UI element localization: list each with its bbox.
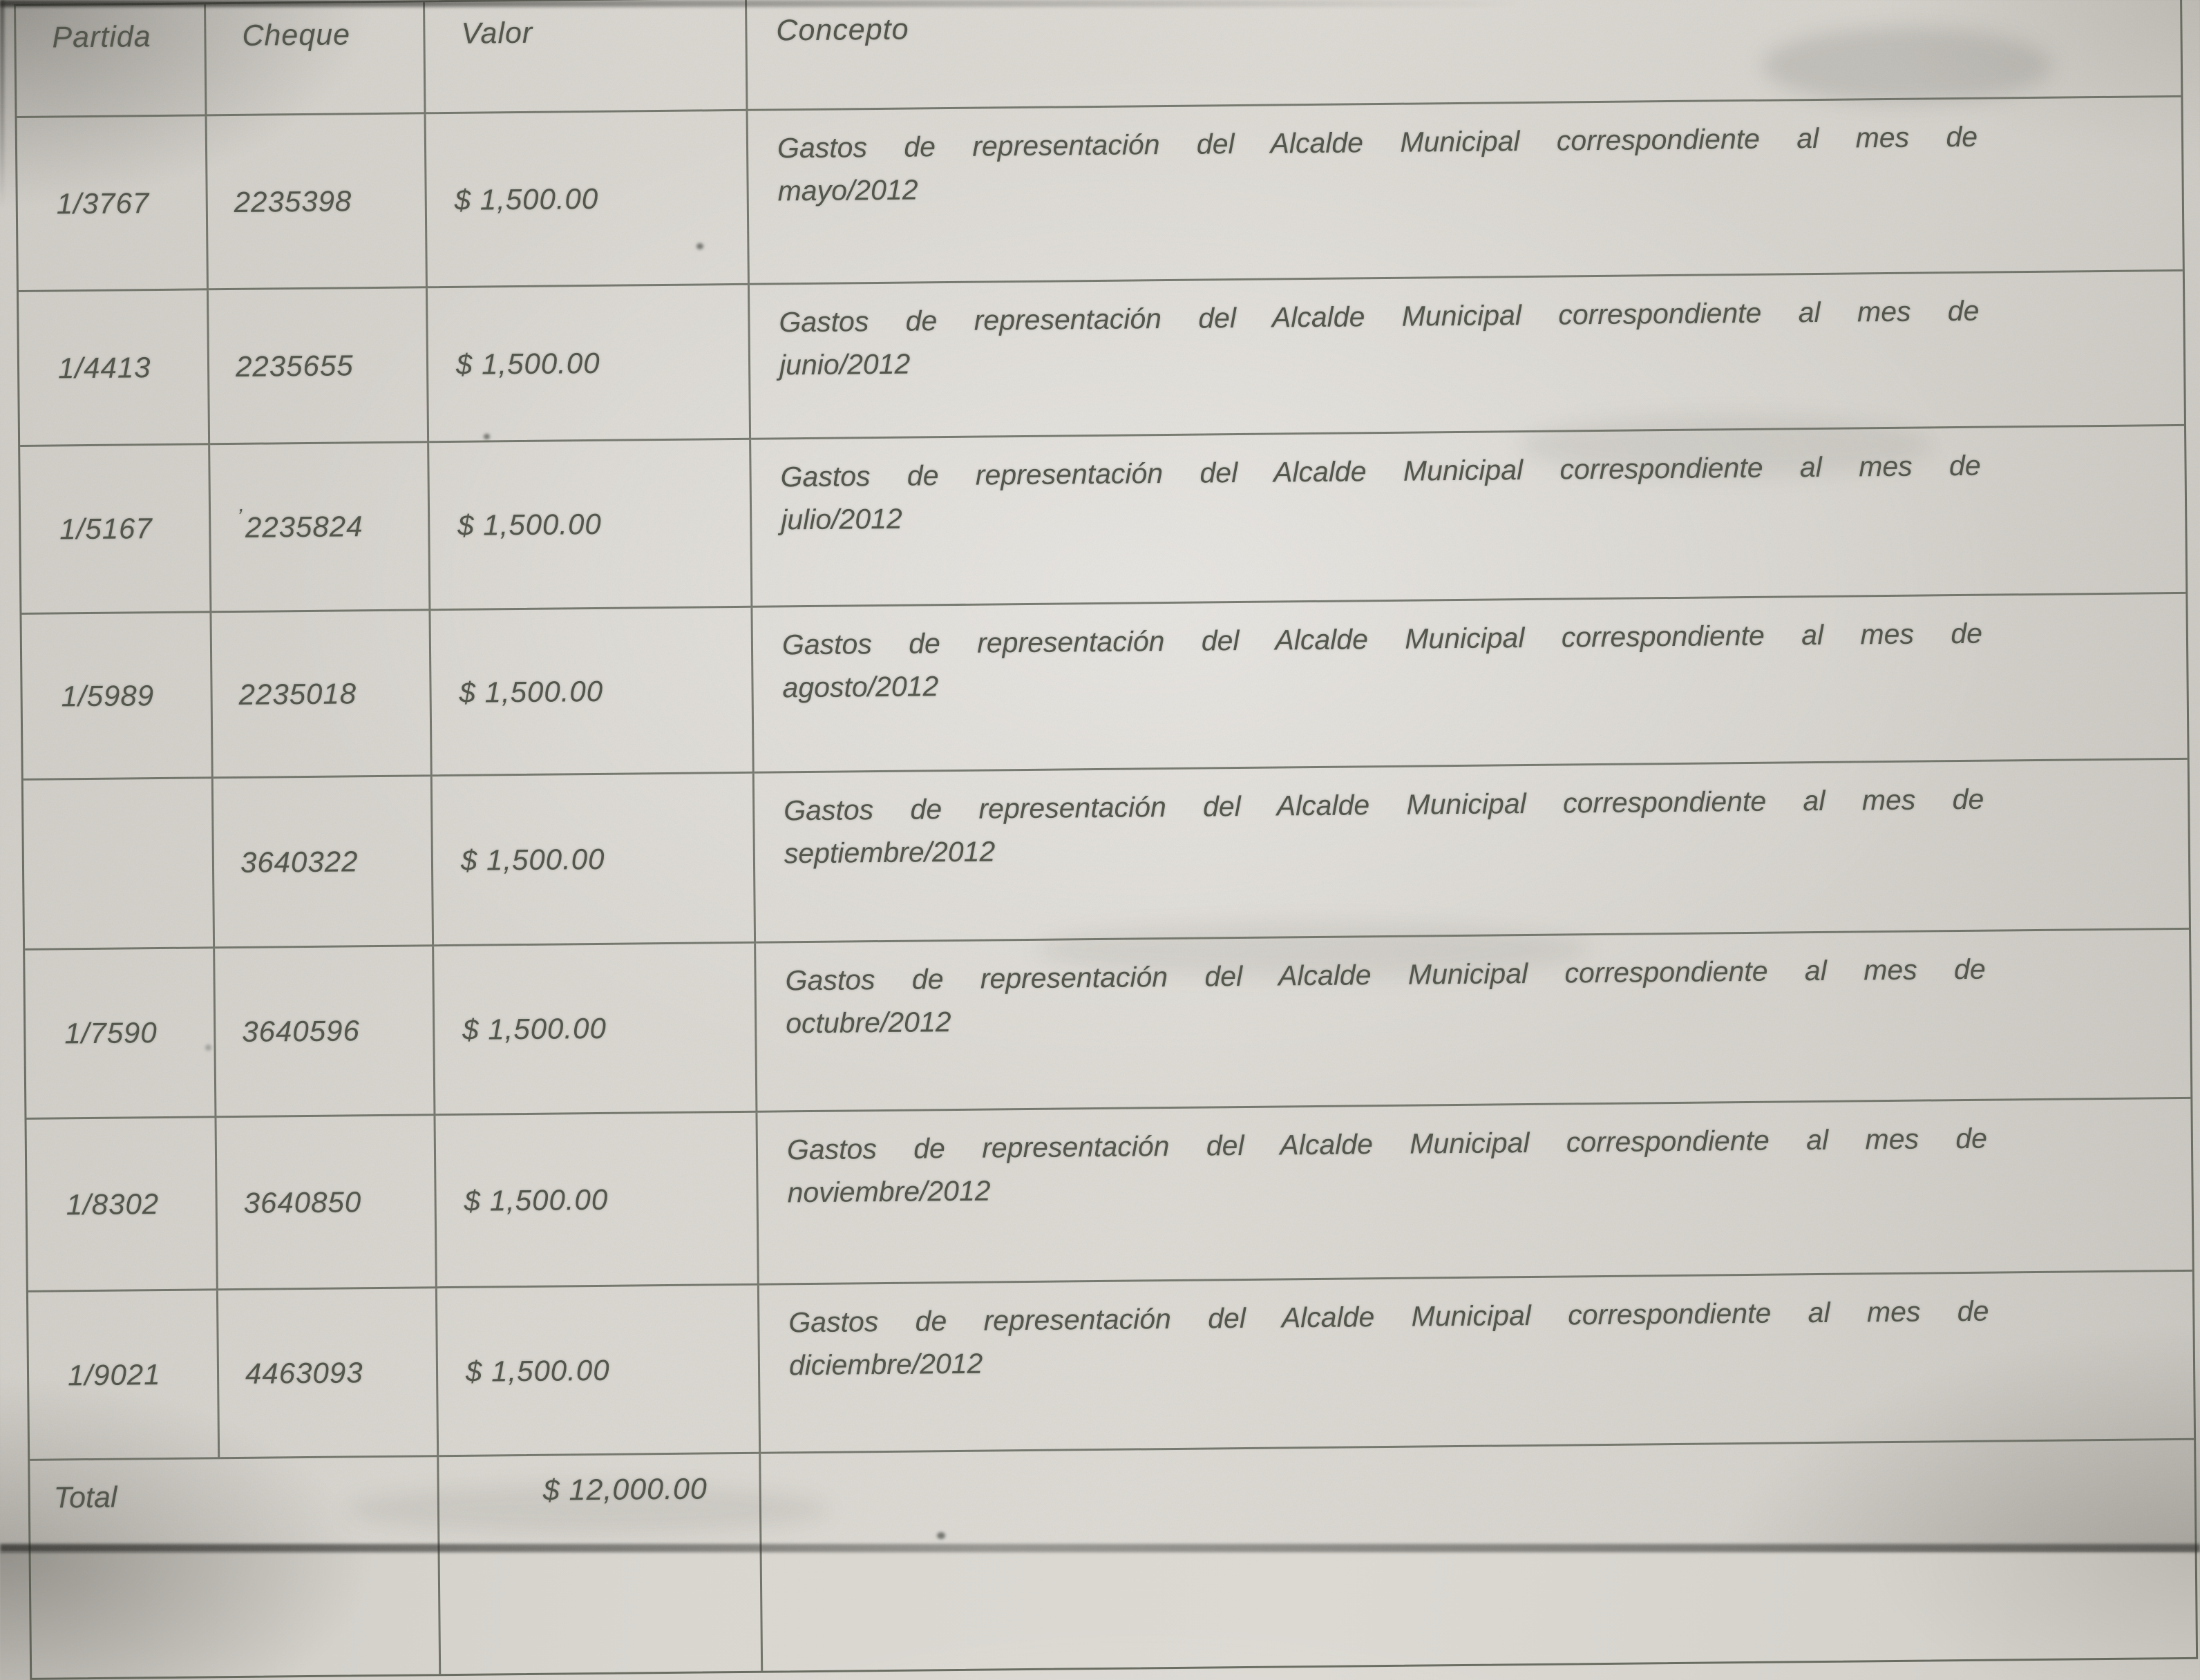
cheque-value: 2235018: [238, 676, 357, 711]
concepto-text: Gastos de representación del Alcalde Municipal correspondiente al mes de: [779, 294, 1980, 338]
valor-value: $ 1,500.00: [462, 1011, 607, 1046]
cell-valor: [426, 111, 750, 288]
cell-valor: [435, 1113, 759, 1288]
cell-concepto: [751, 426, 2185, 608]
cell-cheque: [207, 114, 428, 290]
ink-speck: [205, 1044, 211, 1051]
cell-cheque: [215, 946, 435, 1118]
cheque-value: 3640322: [240, 844, 359, 879]
cell-partida: [19, 290, 210, 447]
ink-speck: [696, 243, 703, 249]
total-label: Total: [30, 1457, 441, 1678]
valor-value: $ 1,500.00: [459, 674, 604, 709]
concepto-text: Gastos de representación del Alcalde Municipal correspondiente al mes de: [777, 120, 1978, 164]
concepto-text: Gastos de representación del Alcalde Municipal correspondiente al mes de: [785, 953, 1986, 997]
photo-edge-shadow-top: [0, 0, 1520, 7]
concepto-text: Gastos de representación del Alcalde Municipal correspondiente al mes de: [788, 1295, 1989, 1339]
partida-value: 1/5167: [59, 512, 153, 546]
partida-value: 1/9021: [67, 1357, 161, 1391]
cell-partida: [17, 116, 209, 292]
column-header-cheque: Cheque: [206, 2, 426, 116]
cell-concepto: [752, 594, 2187, 774]
valor-value: $ 1,500.00: [457, 507, 603, 542]
valor-value: $ 1,500.00: [465, 1353, 610, 1388]
cell-cheque: [214, 776, 434, 948]
concepto-period: diciembre/2012: [788, 1347, 983, 1381]
cheque-value: 2235398: [234, 184, 352, 218]
column-header-concepto: Concepto: [747, 0, 2181, 111]
cell-partida: [21, 613, 213, 781]
concepto-period: mayo/2012: [777, 173, 918, 207]
stray-mark: ʼ: [236, 506, 243, 529]
cheque-value: 3640596: [242, 1014, 361, 1048]
cheque-value: 2235824: [245, 510, 363, 544]
cell-concepto: [750, 271, 2184, 440]
cell-partida: [27, 1118, 218, 1292]
photo-edge-shadow-left: [0, 0, 4, 207]
cell-valor: [433, 774, 756, 946]
concepto-period: noviembre/2012: [787, 1174, 991, 1208]
cheque-value: 4463093: [245, 1355, 363, 1390]
valor-value: $ 1,500.00: [454, 182, 599, 216]
concepto-period: junio/2012: [779, 347, 911, 381]
cell-valor: [434, 944, 757, 1116]
cell-concepto: [759, 1272, 2194, 1454]
cell-cheque: [209, 288, 429, 445]
cell-partida: [25, 948, 216, 1120]
partida-value: 1/7590: [64, 1016, 158, 1050]
valor-value: $ 1,500.00: [460, 842, 605, 877]
cell-partida: [20, 445, 211, 615]
ink-speck: [937, 1532, 945, 1539]
partida-value: 1/8302: [66, 1187, 160, 1221]
bleed-through-smudge: [1762, 28, 2052, 104]
cell-cheque: [211, 611, 432, 779]
bleed-through-smudge: [1520, 414, 1935, 477]
ink-speck: [484, 434, 490, 439]
expense-table: [14, 0, 2198, 1680]
cell-concepto: [748, 97, 2183, 285]
bleed-through-smudge: [345, 1485, 829, 1534]
photo-edge-shadow-bottom: [0, 1544, 2200, 1552]
partida-value: 1/3767: [56, 186, 150, 220]
total-valor: $ 12,000.00: [439, 1454, 763, 1674]
bleed-through-smudge: [1036, 922, 1589, 977]
cheque-value: 3640850: [243, 1185, 362, 1219]
partida-value: 1/4413: [57, 350, 151, 384]
concepto-text: Gastos de representación del Alcalde Municipal correspondiente al mes de: [784, 783, 1984, 827]
concepto-period: agosto/2012: [782, 669, 939, 703]
valor-value: $ 1,500.00: [464, 1183, 609, 1217]
cell-partida-empty: [23, 779, 215, 951]
cell-cheque: [218, 1288, 439, 1459]
concepto-text: Gastos de representación del Alcalde Municipal correspondiente al mes de: [781, 617, 1983, 661]
concepto-text: Gastos de representación del Alcalde Municipal correspondiente al mes de: [780, 449, 1981, 493]
column-header-valor: Valor: [425, 0, 748, 114]
cell-valor: [437, 1286, 761, 1457]
partida-value: 1/5989: [61, 678, 155, 712]
concepto-period: septiembre/2012: [784, 834, 996, 869]
cell-partida: [28, 1290, 220, 1461]
cell-concepto: [757, 1099, 2192, 1286]
cell-cheque: [210, 443, 430, 613]
cell-cheque: [216, 1116, 437, 1290]
total-concepto-empty: [761, 1440, 2196, 1671]
cell-valor: [428, 285, 751, 443]
concepto-text: Gastos de representación del Alcalde Municipal correspondiente al mes de: [786, 1122, 1988, 1166]
cell-valor: [430, 608, 754, 776]
concepto-period: octubre/2012: [785, 1005, 951, 1039]
cell-concepto: [755, 760, 2189, 944]
cell-valor: [429, 440, 752, 611]
valor-value: $ 1,500.00: [455, 346, 600, 381]
cheque-value: 2235655: [235, 348, 354, 383]
concepto-period: julio/2012: [780, 502, 902, 535]
column-header-partida: Partida: [16, 4, 207, 118]
